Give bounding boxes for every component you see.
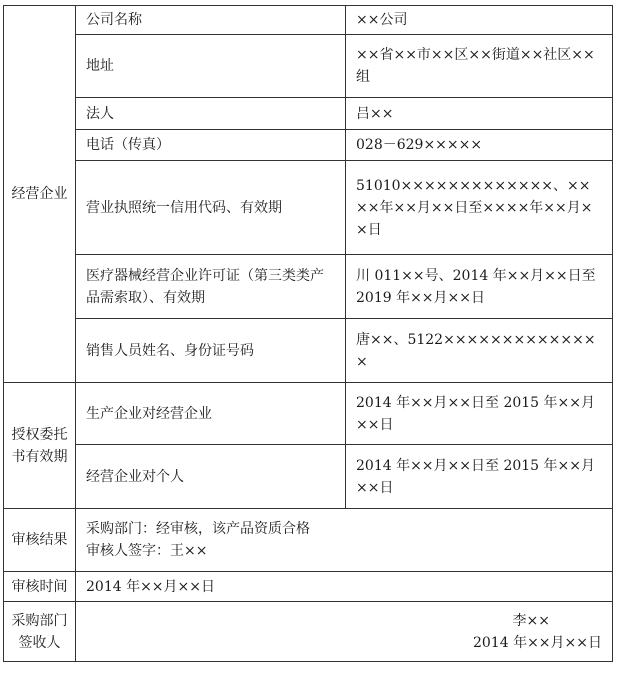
row-value: ××公司 bbox=[346, 6, 613, 35]
row-value: 川 011××号、2014 年××月××日至 2019 年××月××日 bbox=[346, 255, 613, 319]
receiver-label: 采购部门签收人 bbox=[4, 602, 76, 662]
row-value: 2014 年××月××日至 2015 年××月××日 bbox=[346, 445, 613, 509]
row-value: 吕×× bbox=[346, 98, 613, 130]
review-time-value: 2014 年××月××日 bbox=[76, 572, 613, 602]
table-row bbox=[4, 130, 613, 161]
reviewer-signature-line: 审核人签字：王×× bbox=[86, 543, 208, 559]
review-table bbox=[3, 5, 613, 662]
row-label: 地址 bbox=[76, 35, 346, 98]
row-label: 生产企业对经营企业 bbox=[76, 383, 346, 445]
table-row bbox=[4, 161, 613, 255]
review-time-label: 审核时间 bbox=[4, 572, 76, 602]
table-row bbox=[4, 602, 613, 662]
table-row bbox=[4, 572, 613, 602]
table-row bbox=[4, 383, 613, 445]
table-row bbox=[4, 509, 613, 572]
review-result-line: 采购部门：经审核，该产品资质合格 bbox=[86, 521, 310, 537]
row-label: 公司名称 bbox=[76, 6, 346, 35]
row-value: ××省××市××区××街道××社区××组 bbox=[346, 35, 613, 98]
section-label-authorization: 授权委托书有效期 bbox=[4, 383, 76, 509]
review-result-content bbox=[76, 509, 613, 572]
row-label: 医疗器械经营企业许可证（第三类类产品需索取）、有效期 bbox=[76, 255, 346, 319]
table-row bbox=[4, 98, 613, 130]
table-row bbox=[4, 35, 613, 98]
table-row bbox=[4, 319, 613, 383]
table-row bbox=[4, 255, 613, 319]
table-row bbox=[4, 445, 613, 509]
row-value: 2014 年××月××日至 2015 年××月××日 bbox=[346, 383, 613, 445]
section-label-enterprise: 经营企业 bbox=[4, 6, 76, 383]
table-row bbox=[4, 6, 613, 35]
row-value: 51010×××××××××××××、××××年××月××日至××××年××月××日 bbox=[346, 161, 613, 255]
review-result-label: 审核结果 bbox=[4, 509, 76, 572]
row-value: 028－629××××× bbox=[346, 130, 613, 161]
row-label: 经营企业对个人 bbox=[76, 445, 346, 509]
receiver-date: 2014 年××月××日 bbox=[472, 634, 602, 651]
row-label: 营业执照统一信用代码、有效期 bbox=[76, 161, 346, 255]
row-value: 唐××、5122×××××××××××××× bbox=[346, 319, 613, 383]
receiver-content bbox=[76, 602, 613, 662]
receiver-name: 李×× bbox=[512, 612, 550, 629]
row-label: 销售人员姓名、身份证号码 bbox=[76, 319, 346, 383]
row-label: 法人 bbox=[76, 98, 346, 130]
row-label: 电话（传真） bbox=[76, 130, 346, 161]
